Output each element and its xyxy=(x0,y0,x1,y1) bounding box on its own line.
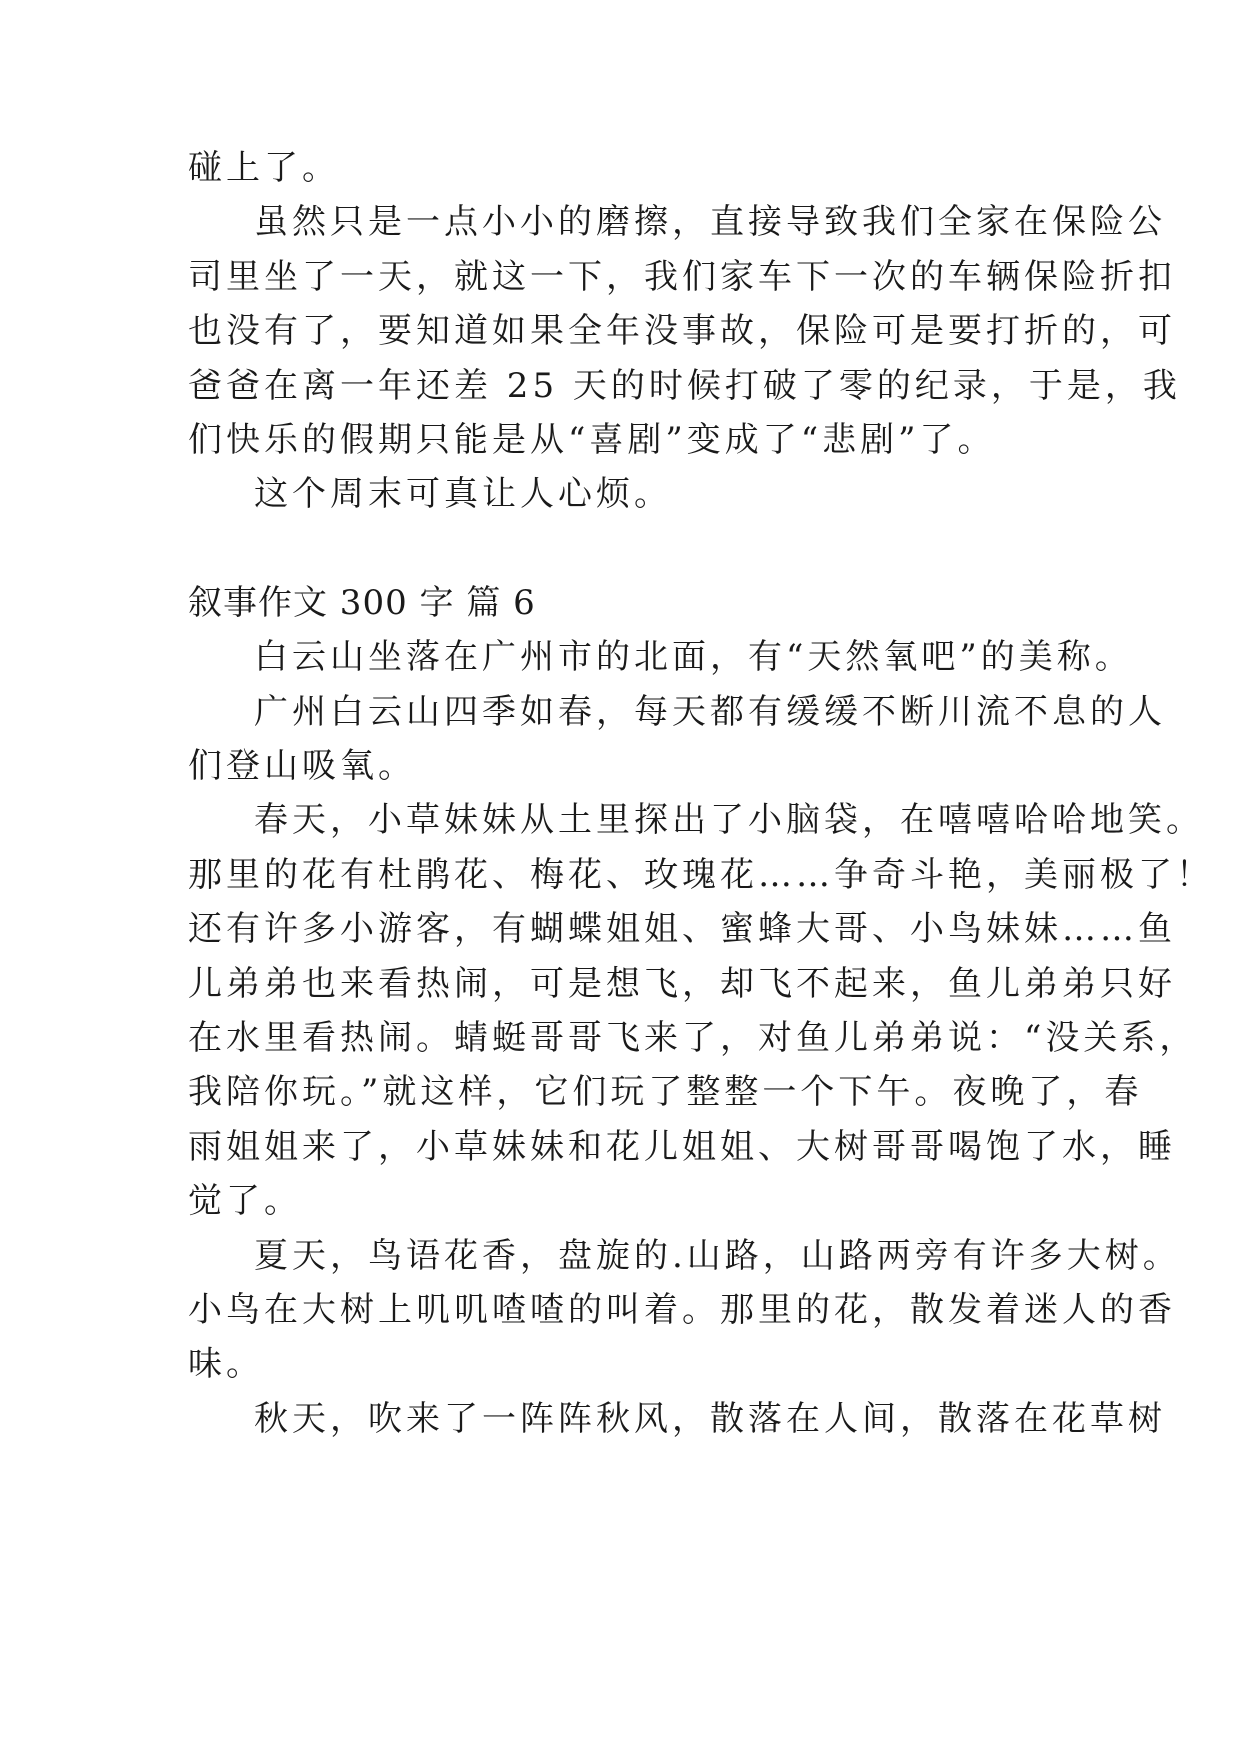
text-line: 们登山吸氧。 xyxy=(188,746,416,786)
paragraph-start: 秋天，吹来了一阵阵秋风，散落在人间，散落在花草树 xyxy=(254,1399,1166,1439)
text-line: 味。 xyxy=(188,1344,264,1384)
section-heading: 叙事作文 300 字 篇 6 xyxy=(188,583,536,623)
paragraph-start: 夏天，鸟语花香，盘旋的.山路，山路两旁有许多大树。 xyxy=(254,1236,1181,1276)
text-line: 儿弟弟也来看热闹，可是想飞，却飞不起来，鱼儿弟弟只好 xyxy=(188,964,1176,1004)
text-line: 们快乐的假期只能是从“喜剧”变成了“悲剧”了。 xyxy=(188,420,996,460)
text-line: 那里的花有杜鹃花、梅花、玫瑰花……争奇斗艳，美丽极了！ xyxy=(188,855,1214,895)
text-line: 小鸟在大树上叽叽喳喳的叫着。那里的花，散发着迷人的香 xyxy=(188,1290,1176,1330)
text-line: 雨姐姐来了，小草妹妹和花儿姐姐、大树哥哥喝饱了水，睡 xyxy=(188,1127,1176,1167)
text-line: 还有许多小游客，有蝴蝶姐姐、蜜蜂大哥、小鸟妹妹……鱼 xyxy=(188,909,1176,949)
paragraph-start: 春天，小草妹妹从土里探出了小脑袋，在嘻嘻哈哈地笑。 xyxy=(254,800,1204,840)
paragraph-start: 这个周末可真让人心烦。 xyxy=(254,474,672,514)
paragraph-start: 虽然只是一点小小的磨擦，直接导致我们全家在保险公 xyxy=(254,202,1166,242)
text-line: 在水里看热闹。蜻蜓哥哥飞来了，对鱼儿弟弟说：“没关系， xyxy=(188,1018,1198,1058)
text-line: 也没有了，要知道如果全年没事故，保险可是要打折的，可 xyxy=(188,311,1176,351)
text-line: 碰上了。 xyxy=(188,148,340,188)
paragraph-start: 广州白云山四季如春，每天都有缓缓不断川流不息的人 xyxy=(254,692,1166,732)
paragraph-start: 白云山坐落在广州市的北面，有“天然氧吧”的美称。 xyxy=(254,637,1133,677)
text-line: 司里坐了一天，就这一下，我们家车下一次的车辆保险折扣 xyxy=(188,257,1176,297)
text-line: 觉了。 xyxy=(188,1181,302,1221)
text-line: 爸爸在离一年还差 25 天的时候打破了零的纪录，于是，我 xyxy=(188,366,1181,406)
text-line: 我陪你玩。”就这样，它们玩了整整一个下午。夜晚了，春 xyxy=(188,1072,1143,1112)
